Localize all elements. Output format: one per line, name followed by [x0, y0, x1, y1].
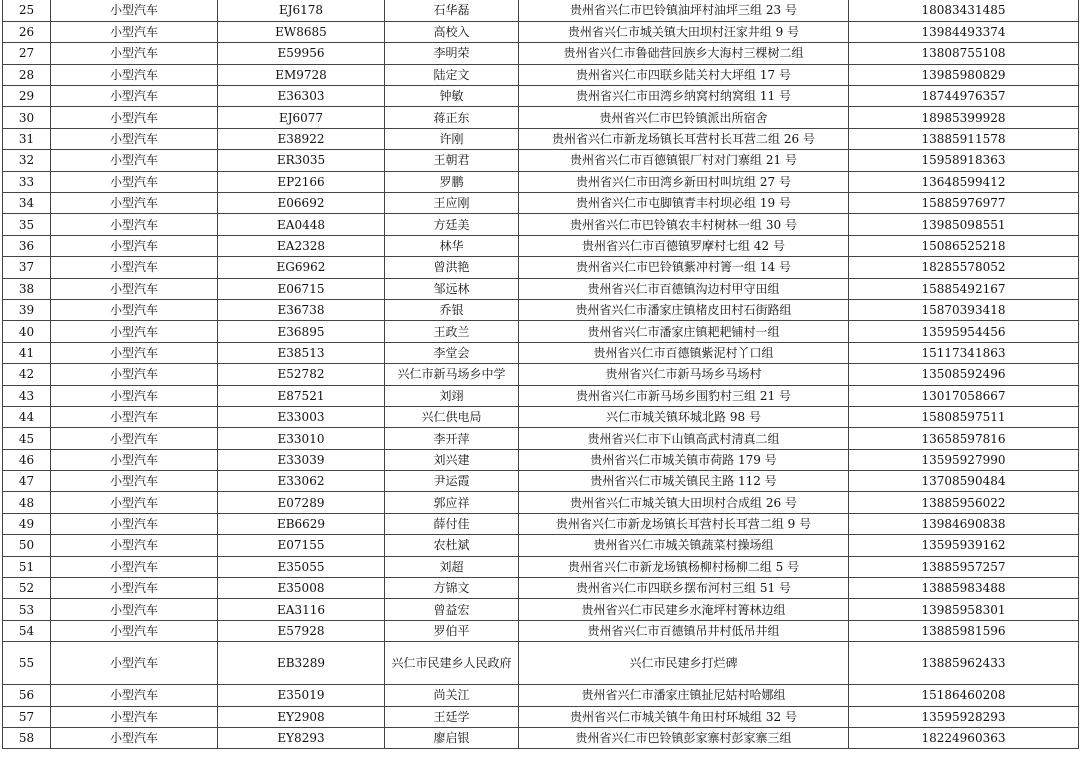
- plate-number-cell: EA2328: [218, 235, 385, 256]
- phone-number-cell: 13595954456: [849, 321, 1079, 342]
- plate-number-cell: E35019: [218, 685, 385, 706]
- address-cell: 贵州省兴仁市巴铃镇彭家寨村彭家寨三组: [519, 728, 849, 749]
- owner-name-cell: 刘翊: [385, 385, 519, 406]
- address-cell: 兴仁市民建乡打烂碑: [519, 642, 849, 685]
- owner-name-cell: 李明荣: [385, 43, 519, 64]
- vehicle-type-cell: 小型汽车: [51, 299, 218, 320]
- row-number-cell: 36: [3, 235, 51, 256]
- row-number-cell: 57: [3, 706, 51, 727]
- phone-number-cell: 13885983488: [849, 578, 1079, 599]
- vehicle-type-cell: 小型汽车: [51, 0, 218, 21]
- phone-number-cell: 13985958301: [849, 599, 1079, 620]
- plate-number-cell: EM9728: [218, 64, 385, 85]
- row-number-cell: 35: [3, 214, 51, 235]
- owner-name-cell: 林华: [385, 235, 519, 256]
- table-row: [3, 278, 1079, 299]
- vehicle-type-cell: 小型汽车: [51, 728, 218, 749]
- table-row: [3, 385, 1079, 406]
- vehicle-type-cell: 小型汽车: [51, 492, 218, 513]
- address-cell: 贵州省兴仁市潘家庄镇楮皮田村石街路组: [519, 299, 849, 320]
- table-row: [3, 535, 1079, 556]
- row-number-cell: 54: [3, 620, 51, 641]
- vehicle-type-cell: 小型汽车: [51, 43, 218, 64]
- owner-name-cell: 王政兰: [385, 321, 519, 342]
- plate-number-cell: EB6629: [218, 513, 385, 534]
- phone-number-cell: 18744976357: [849, 86, 1079, 107]
- owner-name-cell: 薛付佳: [385, 513, 519, 534]
- plate-number-cell: E33039: [218, 449, 385, 470]
- row-number-cell: 51: [3, 556, 51, 577]
- plate-number-cell: ER3035: [218, 150, 385, 171]
- row-number-cell: 47: [3, 471, 51, 492]
- owner-name-cell: 蒋正东: [385, 107, 519, 128]
- vehicle-type-cell: 小型汽车: [51, 86, 218, 107]
- row-number-cell: 53: [3, 599, 51, 620]
- row-number-cell: 31: [3, 128, 51, 149]
- row-number-cell: 56: [3, 685, 51, 706]
- owner-name-cell: 王朝君: [385, 150, 519, 171]
- owner-name-cell: 李开萍: [385, 428, 519, 449]
- row-number-cell: 33: [3, 171, 51, 192]
- address-cell: 贵州省兴仁市百德镇紫泥村丫口组: [519, 342, 849, 363]
- plate-number-cell: E33010: [218, 428, 385, 449]
- phone-number-cell: 13985980829: [849, 64, 1079, 85]
- phone-number-cell: 18083431485: [849, 0, 1079, 21]
- table-row: [3, 449, 1079, 470]
- table-row: [3, 21, 1079, 42]
- row-number-cell: 40: [3, 321, 51, 342]
- vehicle-type-cell: 小型汽车: [51, 535, 218, 556]
- address-cell: 贵州省兴仁市四联乡陆关村大坪组 17 号: [519, 64, 849, 85]
- table-row: [3, 578, 1079, 599]
- table-row: [3, 171, 1079, 192]
- owner-name-cell: 罗伯平: [385, 620, 519, 641]
- vehicle-type-cell: 小型汽车: [51, 21, 218, 42]
- plate-number-cell: EJ6178: [218, 0, 385, 21]
- address-cell: 贵州省兴仁市城关镇牛角田村环城组 32 号: [519, 706, 849, 727]
- row-number-cell: 30: [3, 107, 51, 128]
- phone-number-cell: 13808755108: [849, 43, 1079, 64]
- owner-name-cell: 高校入: [385, 21, 519, 42]
- address-cell: 贵州省兴仁市田湾乡新田村叫坑组 27 号: [519, 171, 849, 192]
- phone-number-cell: 13885962433: [849, 642, 1079, 685]
- phone-number-cell: 15186460208: [849, 685, 1079, 706]
- vehicle-type-cell: 小型汽车: [51, 471, 218, 492]
- vehicle-type-cell: 小型汽车: [51, 107, 218, 128]
- table-row: [3, 299, 1079, 320]
- plate-number-cell: EA0448: [218, 214, 385, 235]
- phone-number-cell: 13885911578: [849, 128, 1079, 149]
- row-number-cell: 58: [3, 728, 51, 749]
- vehicle-type-cell: 小型汽车: [51, 193, 218, 214]
- vehicle-type-cell: 小型汽车: [51, 556, 218, 577]
- owner-name-cell: 罗鹏: [385, 171, 519, 192]
- address-cell: 贵州省兴仁市城关镇蔬菜村操场组: [519, 535, 849, 556]
- row-number-cell: 52: [3, 578, 51, 599]
- address-cell: 贵州省兴仁市新龙场镇长耳营村长耳营二组 26 号: [519, 128, 849, 149]
- plate-number-cell: E36303: [218, 86, 385, 107]
- address-cell: 兴仁市城关镇环城北路 98 号: [519, 406, 849, 427]
- address-cell: 贵州省兴仁市四联乡摆布河村三组 51 号: [519, 578, 849, 599]
- owner-name-cell: 农杜斌: [385, 535, 519, 556]
- plate-number-cell: EJ6077: [218, 107, 385, 128]
- phone-number-cell: 18985399928: [849, 107, 1079, 128]
- row-number-cell: 50: [3, 535, 51, 556]
- row-number-cell: 43: [3, 385, 51, 406]
- vehicle-type-cell: 小型汽车: [51, 385, 218, 406]
- phone-number-cell: 13708590484: [849, 471, 1079, 492]
- owner-name-cell: 王应刚: [385, 193, 519, 214]
- address-cell: 贵州省兴仁市百德镇罗摩村七组 42 号: [519, 235, 849, 256]
- table-row: [3, 128, 1079, 149]
- row-number-cell: 28: [3, 64, 51, 85]
- phone-number-cell: 13595928293: [849, 706, 1079, 727]
- address-cell: 贵州省兴仁市百德镇吊井村低吊井组: [519, 620, 849, 641]
- phone-number-cell: 13885956022: [849, 492, 1079, 513]
- owner-name-cell: 郭应祥: [385, 492, 519, 513]
- plate-number-cell: EW8685: [218, 21, 385, 42]
- phone-number-cell: 13017058667: [849, 385, 1079, 406]
- owner-name-cell: 陆定文: [385, 64, 519, 85]
- table-body: [3, 0, 1079, 749]
- plate-number-cell: E57928: [218, 620, 385, 641]
- address-cell: 贵州省兴仁市百德镇沟边村甲守田组: [519, 278, 849, 299]
- owner-name-cell: 邹远林: [385, 278, 519, 299]
- plate-number-cell: E07289: [218, 492, 385, 513]
- table-row: [3, 428, 1079, 449]
- vehicle-type-cell: 小型汽车: [51, 642, 218, 685]
- phone-number-cell: 13984493374: [849, 21, 1079, 42]
- address-cell: 贵州省兴仁市下山镇高武村清真二组: [519, 428, 849, 449]
- row-number-cell: 32: [3, 150, 51, 171]
- address-cell: 贵州省兴仁市城关镇大田坝村汪家井组 9 号: [519, 21, 849, 42]
- row-number-cell: 34: [3, 193, 51, 214]
- owner-name-cell: 兴仁供电局: [385, 406, 519, 427]
- plate-number-cell: EA3116: [218, 599, 385, 620]
- row-number-cell: 55: [3, 642, 51, 685]
- owner-name-cell: 尚关江: [385, 685, 519, 706]
- plate-number-cell: E06692: [218, 193, 385, 214]
- vehicle-type-cell: 小型汽车: [51, 321, 218, 342]
- owner-name-cell: 李堂会: [385, 342, 519, 363]
- table-row: [3, 406, 1079, 427]
- plate-number-cell: E36895: [218, 321, 385, 342]
- owner-name-cell: 石华磊: [385, 0, 519, 21]
- phone-number-cell: 13885957257: [849, 556, 1079, 577]
- row-number-cell: 41: [3, 342, 51, 363]
- table-row: [3, 364, 1079, 385]
- row-number-cell: 27: [3, 43, 51, 64]
- vehicle-type-cell: 小型汽车: [51, 620, 218, 641]
- vehicle-registry-table: [2, 0, 1079, 749]
- table-row: [3, 513, 1079, 534]
- address-cell: 贵州省兴仁市新龙场镇长耳营村长耳营二组 9 号: [519, 513, 849, 534]
- plate-number-cell: E59956: [218, 43, 385, 64]
- plate-number-cell: EB3289: [218, 642, 385, 685]
- row-number-cell: 38: [3, 278, 51, 299]
- plate-number-cell: E33062: [218, 471, 385, 492]
- table-row: [3, 685, 1079, 706]
- row-number-cell: 25: [3, 0, 51, 21]
- owner-name-cell: 方锦文: [385, 578, 519, 599]
- owner-name-cell: 王廷学: [385, 706, 519, 727]
- plate-number-cell: E52782: [218, 364, 385, 385]
- owner-name-cell: 刘超: [385, 556, 519, 577]
- address-cell: 贵州省兴仁市巴铃镇紫冲村箐一组 14 号: [519, 257, 849, 278]
- vehicle-type-cell: 小型汽车: [51, 364, 218, 385]
- row-number-cell: 44: [3, 406, 51, 427]
- address-cell: 贵州省兴仁市田湾乡纳窝村纳窝组 11 号: [519, 86, 849, 107]
- vehicle-type-cell: 小型汽车: [51, 513, 218, 534]
- table-row: [3, 620, 1079, 641]
- owner-name-cell: 曾益宏: [385, 599, 519, 620]
- phone-number-cell: 13885981596: [849, 620, 1079, 641]
- phone-number-cell: 13595927990: [849, 449, 1079, 470]
- plate-number-cell: E38513: [218, 342, 385, 363]
- row-number-cell: 48: [3, 492, 51, 513]
- table-row: [3, 193, 1079, 214]
- phone-number-cell: 15958918363: [849, 150, 1079, 171]
- vehicle-type-cell: 小型汽车: [51, 685, 218, 706]
- address-cell: 贵州省兴仁市潘家庄镇耙耙铺村一组: [519, 321, 849, 342]
- phone-number-cell: 18224960363: [849, 728, 1079, 749]
- vehicle-type-cell: 小型汽车: [51, 214, 218, 235]
- address-cell: 贵州省兴仁市潘家庄镇扯尼姑村哈娜组: [519, 685, 849, 706]
- plate-number-cell: E06715: [218, 278, 385, 299]
- owner-name-cell: 曾洪艳: [385, 257, 519, 278]
- vehicle-type-cell: 小型汽车: [51, 599, 218, 620]
- vehicle-type-cell: 小型汽车: [51, 278, 218, 299]
- phone-number-cell: 13984690838: [849, 513, 1079, 534]
- phone-number-cell: 13508592496: [849, 364, 1079, 385]
- vehicle-type-cell: 小型汽车: [51, 150, 218, 171]
- table-row: [3, 0, 1079, 21]
- plate-number-cell: E36738: [218, 299, 385, 320]
- address-cell: 贵州省兴仁市屯脚镇青丰村坝必组 19 号: [519, 193, 849, 214]
- owner-name-cell: 兴仁市新马场乡中学: [385, 364, 519, 385]
- table-row: [3, 556, 1079, 577]
- plate-number-cell: EG6962: [218, 257, 385, 278]
- table-row: [3, 706, 1079, 727]
- phone-number-cell: 15086525218: [849, 235, 1079, 256]
- owner-name-cell: 乔银: [385, 299, 519, 320]
- table-row: [3, 107, 1079, 128]
- address-cell: 贵州省兴仁市鲁础营回族乡大海村三棵树二组: [519, 43, 849, 64]
- address-cell: 贵州省兴仁市城关镇市荷路 179 号: [519, 449, 849, 470]
- address-cell: 贵州省兴仁市新马场乡围豹村三组 21 号: [519, 385, 849, 406]
- row-number-cell: 45: [3, 428, 51, 449]
- row-number-cell: 46: [3, 449, 51, 470]
- phone-number-cell: 13648599412: [849, 171, 1079, 192]
- owner-name-cell: 许刚: [385, 128, 519, 149]
- table-row: [3, 342, 1079, 363]
- phone-number-cell: 13658597816: [849, 428, 1079, 449]
- vehicle-type-cell: 小型汽车: [51, 235, 218, 256]
- plate-number-cell: EY8293: [218, 728, 385, 749]
- owner-name-cell: 廖启银: [385, 728, 519, 749]
- phone-number-cell: 15885976977: [849, 193, 1079, 214]
- address-cell: 贵州省兴仁市巴铃镇派出所宿舍: [519, 107, 849, 128]
- table-row: [3, 728, 1079, 749]
- vehicle-type-cell: 小型汽车: [51, 128, 218, 149]
- vehicle-type-cell: 小型汽车: [51, 428, 218, 449]
- owner-name-cell: 钟敏: [385, 86, 519, 107]
- plate-number-cell: E33003: [218, 406, 385, 427]
- row-number-cell: 37: [3, 257, 51, 278]
- vehicle-type-cell: 小型汽车: [51, 257, 218, 278]
- vehicle-type-cell: 小型汽车: [51, 706, 218, 727]
- phone-number-cell: 15808597511: [849, 406, 1079, 427]
- vehicle-type-cell: 小型汽车: [51, 64, 218, 85]
- address-cell: 贵州省兴仁市百德镇银厂村对门寨组 21 号: [519, 150, 849, 171]
- table-row: [3, 64, 1079, 85]
- table-row: [3, 214, 1079, 235]
- table-row: [3, 43, 1079, 64]
- table-row: [3, 471, 1079, 492]
- vehicle-type-cell: 小型汽车: [51, 449, 218, 470]
- address-cell: 贵州省兴仁市新马场乡马场村: [519, 364, 849, 385]
- table-row: [3, 257, 1079, 278]
- table-row: [3, 642, 1079, 685]
- address-cell: 贵州省兴仁市新龙场镇杨柳村杨柳二组 5 号: [519, 556, 849, 577]
- plate-number-cell: E35055: [218, 556, 385, 577]
- table-row: [3, 492, 1079, 513]
- plate-number-cell: E07155: [218, 535, 385, 556]
- phone-number-cell: 13595939162: [849, 535, 1079, 556]
- table-row: [3, 150, 1079, 171]
- vehicle-type-cell: 小型汽车: [51, 171, 218, 192]
- table-row: [3, 86, 1079, 107]
- row-number-cell: 26: [3, 21, 51, 42]
- table-row: [3, 321, 1079, 342]
- address-cell: 贵州省兴仁市城关镇大田坝村合成组 26 号: [519, 492, 849, 513]
- row-number-cell: 29: [3, 86, 51, 107]
- owner-name-cell: 方廷美: [385, 214, 519, 235]
- table-row: [3, 599, 1079, 620]
- address-cell: 贵州省兴仁市巴铃镇农丰村树林一组 30 号: [519, 214, 849, 235]
- plate-number-cell: E38922: [218, 128, 385, 149]
- plate-number-cell: E35008: [218, 578, 385, 599]
- phone-number-cell: 15885492167: [849, 278, 1079, 299]
- table-row: [3, 235, 1079, 256]
- owner-name-cell: 兴仁市民建乡人民政府: [385, 642, 519, 685]
- phone-number-cell: 15117341863: [849, 342, 1079, 363]
- vehicle-type-cell: 小型汽车: [51, 578, 218, 599]
- vehicle-type-cell: 小型汽车: [51, 342, 218, 363]
- plate-number-cell: EP2166: [218, 171, 385, 192]
- address-cell: 贵州省兴仁市民建乡水淹坪村箐林边组: [519, 599, 849, 620]
- row-number-cell: 49: [3, 513, 51, 534]
- phone-number-cell: 13985098551: [849, 214, 1079, 235]
- address-cell: 贵州省兴仁市城关镇民主路 112 号: [519, 471, 849, 492]
- plate-number-cell: EY2908: [218, 706, 385, 727]
- row-number-cell: 39: [3, 299, 51, 320]
- phone-number-cell: 15870393418: [849, 299, 1079, 320]
- owner-name-cell: 尹运霞: [385, 471, 519, 492]
- owner-name-cell: 刘兴建: [385, 449, 519, 470]
- row-number-cell: 42: [3, 364, 51, 385]
- phone-number-cell: 18285578052: [849, 257, 1079, 278]
- address-cell: 贵州省兴仁市巴铃镇油坪村油坪三组 23 号: [519, 0, 849, 21]
- vehicle-type-cell: 小型汽车: [51, 406, 218, 427]
- plate-number-cell: E87521: [218, 385, 385, 406]
